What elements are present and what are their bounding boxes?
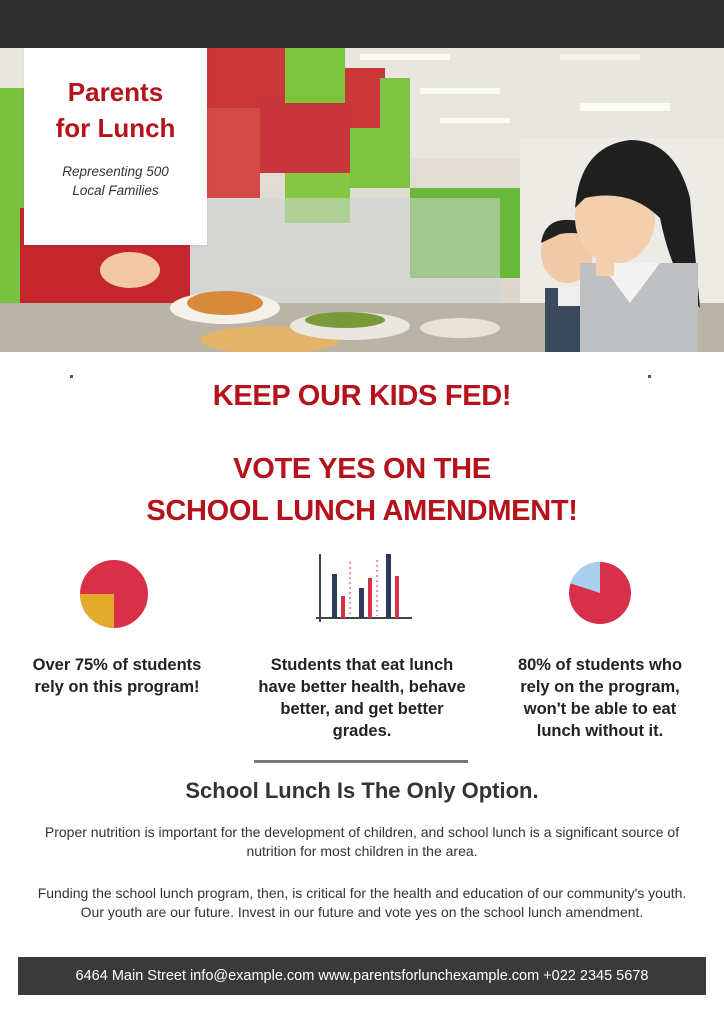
pie-chart-icon — [567, 560, 633, 626]
stat-text: Students that eat lunch have better health, behave better, and get better grades. — [258, 656, 466, 740]
headline-secondary — [0, 448, 724, 532]
hero-photo — [0, 48, 724, 352]
bar — [368, 578, 372, 618]
top-bar — [0, 0, 724, 48]
brand-tagline-line2: Local Families — [72, 183, 159, 198]
footer-contact-text: 6464 Main Street info@example.com www.parentsforlunchexample.com +022 2345 5678 — [75, 968, 649, 984]
bar-chart-icon — [312, 550, 416, 626]
stat-text: Over 75% of students rely on this program! — [32, 656, 202, 696]
brand-tagline-line1: Representing 500 — [62, 164, 169, 179]
headline-secondary-line2: SCHOOL LUNCH AMENDMENT! — [146, 495, 578, 527]
brand-tagline — [24, 162, 207, 200]
headline-secondary-line1: VOTE YES ON THE — [233, 453, 491, 485]
pie-chart-icon — [78, 558, 150, 630]
footer-contact-bar — [18, 957, 706, 995]
section-divider — [254, 760, 468, 763]
pie-slice-yellow — [80, 594, 114, 628]
pie-slice-red-upper — [80, 560, 114, 594]
section-paragraph: Funding the school lunch program, then, is critical for the health and education of our community's youth. Our youth are our future. Invest in our future and vote yes on the school lunch amendment. — [37, 885, 687, 920]
headline-primary: KEEP OUR KIDS FED! — [212, 380, 512, 412]
bar — [359, 588, 364, 618]
section-title: School Lunch Is The Only Option. — [185, 778, 539, 803]
bar — [332, 574, 337, 618]
bar — [395, 576, 399, 618]
brand-title-line2: for Lunch — [55, 113, 176, 143]
section-paragraph: Proper nutrition is important for the development of children, and school lunch is a significant source of nutrition for most children in the area. — [44, 824, 680, 859]
brand-title-line1: Parents — [67, 77, 164, 107]
brand-title — [24, 74, 207, 146]
bar — [341, 596, 345, 618]
bar — [386, 554, 391, 618]
corner-mark — [70, 375, 73, 378]
stat-text: 80% of students who rely on the program, won't be able to eat lunch without it. — [517, 656, 683, 740]
corner-mark — [648, 375, 651, 378]
brand-logo-box — [24, 48, 207, 245]
